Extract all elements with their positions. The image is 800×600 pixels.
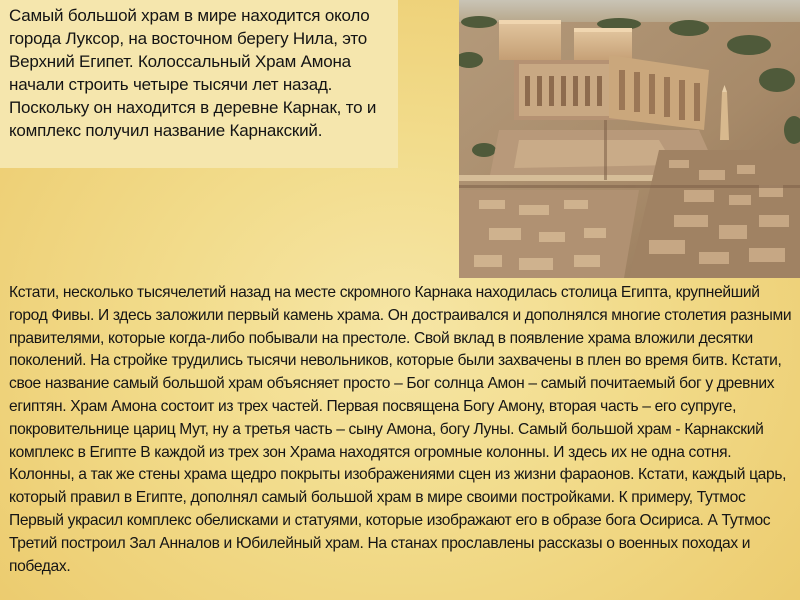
intro-paragraph: Самый большой храм в мире находится около города Луксор, на восточном берегу Нила, это Верхний Египет. Колоссальный Храм Амона начали строить четыре тысячи лет назад. Поскольку он находится в деревне Карнак, то и комплекс получил название Карнакский. <box>9 6 377 140</box>
karnak-temple-photo <box>459 0 800 278</box>
intro-box <box>0 0 398 168</box>
article-paragraph: Кстати, несколько тысячелетий назад на месте скромного Карнака находилась столица Египта, крупнейший город Фивы. И здесь заложили первый камень храма. Он достраивался и дополнялся многие столетия разными правителями, которые когда-либо побывали на престоле. Свой вклад в появление храма вложили десятки поколений. На стройке трудились тысячи невольников, которые были захвачены в плен во время битв. Кстати, свое название самый большой храм объясняет просто – Бог солнца Амон – самый почитаемый бог у древних египтян. Храм Амона состоит из трех частей. Первая посвящена Богу Амону, вторая часть – его супруге, покровительнице цариц Мут, ну а третья часть – сыну Амона, богу Луны. Самый большой храм - Карнакский комплекс в Египте В каждой из трех зон Храма находятся огромные колонны. И здесь их не одна сотня. Колонны, а так же стены храма щедро покрыты изображениями сцен из жизни фараонов. Кстати, каждый царь, который правил в Египте, дополнял самый большой храм в мире своими постройками. К примеру, Тутмос Первый украсил комплекс обелисками и статуями, которые изображают его в образе бога Осириса. А Тутмос Третий построил Зал Анналов и Юбилейный храм. На станах прославлены рассказы о военных походах и победах. <box>9 284 792 575</box>
karnak-temple-image <box>459 0 800 278</box>
